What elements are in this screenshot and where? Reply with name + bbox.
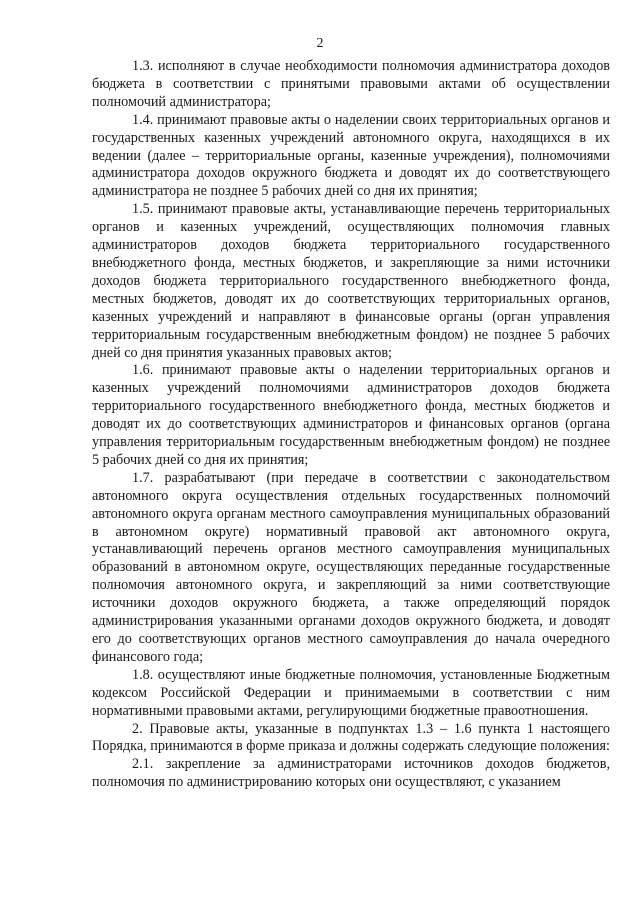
paragraph-1-3: 1.3. исполняют в случае необходимости полномочия администратора доходов бюджета в соответствии с принятыми правовыми актами об осуществлении полномочий администратора;	[92, 58, 610, 110]
document-body	[92, 58, 610, 792]
paragraph-1-6: 1.6. принимают правовые акты о наделении территориальных органов и казенных учреждений полномочиями администраторов доходов бюджета территориального государственного внебюджетного фонда, местных бюджетов и доводят их до соответствующих администраторов и финансовых органов (органа управления территориальным государственным внебюджетным фондом) не позднее 5 рабочих дней со дня их принятия;	[92, 362, 610, 468]
paragraph-2-1: 2.1. закрепление за администраторами источников доходов бюджетов, полномочия по администрированию которых они осуществляют, с указанием	[92, 756, 610, 791]
paragraph-1-8: 1.8. осуществляют иные бюджетные полномочия, установленные Бюджетным кодексом Российской Федерации и принимаемыми в соответствии с ним нормативными правовыми актами, регулирующими бюджетные правоотношения.	[92, 666, 610, 719]
paragraph-1-5: 1.5. принимают правовые акты, устанавливающие перечень территориальных органов и казенных учреждений, осуществляющих полномочия главных администраторов доходов бюджета территориального государственного внебюджетного фонда, местных бюджетов, и закрепляющие за ними источники доходов бюджета территориального государственного внебюджетного фонда, местных бюджетов, доводят их до соответствующих территориальных органов, казенных учреждений и направляют в финансовые органы (орган управления территориальным государственным внебюджетным фондом) не позднее 5 рабочих дней со дня принятия указанных правовых актов;	[92, 201, 610, 361]
paragraph-1-7: 1.7. разрабатывают (при передаче в соответствии с законодательством автономного округа осуществления отдельных государственных полномочий автономного округа органам местного самоуправления муниципальных образований в автономном округе) нормативный правовой акт автономного округа, устанавливающий перечень органов местного самоуправления муниципальных образований в автономном округе, осуществляющих переданные государственные полномочия автономного округа, и закрепляющий за ними соответствующие источники доходов окружного бюджета, а также определяющий порядок администрирования указанными органами доходов окружного бюджета, и доводят его до соответствующих органов местного самоуправления до начала очередного финансового года;	[92, 469, 610, 665]
paragraph-2: 2. Правовые акты, указанные в подпунктах 1.3 – 1.6 пункта 1 настоящего Порядка, принимаются в форме приказа и должны содержать следующие положения:	[92, 720, 610, 755]
paragraph-1-4: 1.4. принимают правовые акты о наделении своих территориальных органов и государственных казенных учреждений автономного округа, находящихся в их ведении (далее – территориальные органы, казенные учреждения), полномочиями администратора доходов окружного бюджета и доводят их до соответствующего администратора не позднее 5 рабочих дней со дня их принятия;	[92, 111, 610, 200]
page-number: 2	[316, 36, 324, 51]
